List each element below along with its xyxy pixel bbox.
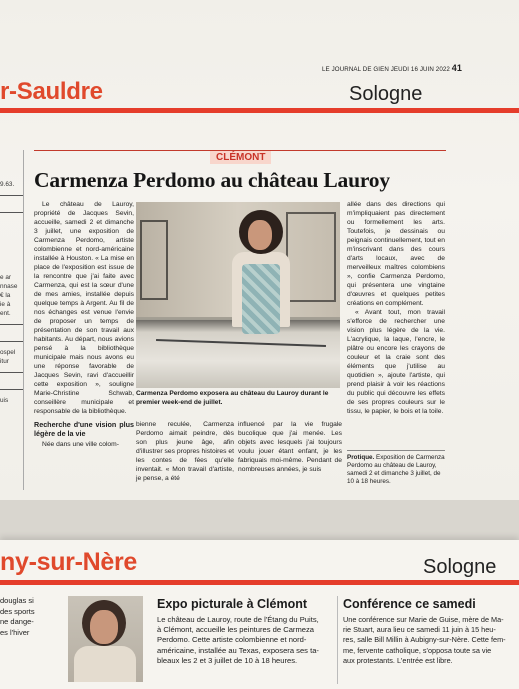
fragment: uis	[0, 397, 9, 404]
fragment: € la	[0, 292, 11, 299]
text-line: Perdomo. Cette artiste colombienne et nord-	[157, 635, 307, 645]
kicker-label: CLÉMONT	[210, 151, 271, 164]
article-subhead: Recherche d'une vision plus légère de la vie	[34, 420, 134, 438]
masthead-date: JEUDI 16 JUIN 2022	[390, 66, 450, 73]
text-line: américaine, installée au Texas, exposera ses ta-	[157, 645, 319, 655]
section-red-bar	[0, 108, 519, 113]
fragment: douglas si	[0, 596, 34, 605]
bottom-section-title-left: ny-sur-Nère	[0, 548, 138, 576]
masthead	[322, 63, 462, 73]
fragment-box	[0, 324, 23, 342]
text-line: à Clémont, accueille les peintures de Carmeza	[157, 625, 315, 635]
fragment: es l'hiver	[0, 627, 30, 637]
fragment: nnase	[0, 283, 18, 290]
bottom-left-fragments	[0, 596, 60, 689]
practical-info-text: Exposition de Carmenza Perdomo au château de Lauroy, samedi 2 et dimanche 3 juillet, de 10 à 18 heures.	[347, 454, 445, 485]
conference-headline: Conférence ce samedi	[343, 597, 476, 611]
article-paragraph: influencé par la vie frugale bucolique que j'ai menée. Les objets avec lesquels j'ai toujours voulu jouer étant enfant, je les fabriquais moi-même. Pendant de nombreuses années, je suis	[238, 421, 342, 473]
article-column-2	[136, 420, 234, 480]
fragment: ent.	[0, 310, 11, 317]
conference-text	[343, 615, 506, 666]
fragment: ne dange-	[0, 617, 34, 626]
article-paragraph: Le château de Lauroy, propriété de Jacques Sevin, accueille, samedi 2 et dimanche 3 juillet, une exposition de Carmenza Perdomo, artiste colombienne et nord-américaine installée à Houston. « La mise en place de l'exposition est issue de la rencontre que j'ai faite avec Carmenza, qui est la sœur d'une de mes amies, installée depuis quelque temps à Argent. Au fil de nos échanges est venue l'envie de proposer un temps de présentation de son travail aux habitants. Au départ, nous avions pensé à la bibliothèque municipale mais nous avons eu une réponse favorable de Jacques Sevin, ravi d'accueillir cette exposition », souligne Marie-Christine Schwab, conseillère municipale et responsable de la bibliothèque.	[34, 201, 134, 415]
photo-caption: Carmenza Perdomo exposera au château du Lauroy durant le premier week-end de juillet.	[136, 390, 329, 406]
practical-info	[347, 450, 445, 486]
article-paragraph: bienne reculée, Carmenza Perdomo aimait peindre, dès son plus jeune âge, afin d'illustrer ses propres histoires et les contes de fées qu'elle inventait. « Mon travail d'artiste, je pense, a été	[136, 421, 234, 482]
fragment: itur	[0, 358, 9, 365]
text-line: Le château de Lauroy, route de l'Étang du Puits,	[157, 615, 319, 624]
fragment: des sports	[0, 606, 35, 616]
article-column-1	[34, 200, 134, 462]
section-title-left: r-Sauldre	[0, 78, 103, 105]
masthead-paper: LE JOURNAL DE GIEN	[322, 66, 389, 73]
fragment: ospel	[0, 349, 16, 356]
article-paragraph: Née dans une ville colom-	[42, 441, 119, 448]
section-title-right: Sologne	[349, 83, 423, 105]
practical-info-label: Protique.	[347, 454, 375, 461]
fragment-box	[0, 195, 23, 213]
expo-text	[157, 615, 319, 666]
text-line: rie Stuart, aura lieu ce samedi 11 juin à 15 heu-	[343, 625, 496, 635]
expo-headline: Expo picturale à Clémont	[157, 597, 308, 611]
text-line: bleaux les 2 et 3 juillet de 10 à 18 heures.	[157, 655, 298, 665]
article-column-3	[238, 420, 342, 480]
fragment-box	[0, 372, 23, 390]
article-headline: Carmenza Perdomo au château Lauroy	[34, 168, 390, 192]
article-column-4	[347, 200, 445, 440]
text-line: res, salle Bill Millin à Aubigny-sur-Nère. Cette fem-	[343, 635, 506, 645]
portrait-photo	[68, 596, 143, 682]
bleed-through-text	[330, 12, 336, 35]
page-number: 41	[451, 63, 463, 73]
article-photo	[136, 202, 340, 388]
text-line: me, fervente catholique, s'opposa toute sa vie	[343, 645, 492, 655]
left-edge-fragments	[0, 150, 24, 490]
article-paragraph: allée dans des directions qui m'impliquaient pas directement ou formellement les arts. Toutefois, je dessinais ou peignais continuellement, tout en m'inscrivant dans des cours d'arts locaux, avec de merveilleux maîtres colombiens », confie Carmenza Perdomo, qui présentera une vingtaine d'œuvres et quelques petites créations en complément.	[347, 201, 445, 307]
text-line: Une conférence sur Marie de Guise, mère de Ma-	[343, 615, 504, 624]
article-paragraph: « Avant tout, mon travail s'efforce de rechercher une vision plus légère de la vie. L'acrylique, la laque, l'encre, le plâtre ou encore les crayons de couleur et la craie sont des éléments que j'utilise au quotidien », ajoute l'artiste, qui prend plaisir à voir les réactions du public qui découvre les effets de ses propres couleurs sur le tissu, le papier, le bois et la toile.	[347, 309, 445, 415]
fragment: 9.63.	[0, 181, 15, 188]
article-kicker	[34, 150, 446, 165]
column-divider	[337, 596, 338, 684]
bottom-section-title-right: Sologne	[423, 556, 497, 578]
fragment: ie à	[0, 301, 11, 308]
bottom-red-bar	[0, 580, 519, 585]
text-line: aux protestants. L'entrée est libre.	[343, 655, 453, 665]
fragment: e ar	[0, 274, 12, 281]
